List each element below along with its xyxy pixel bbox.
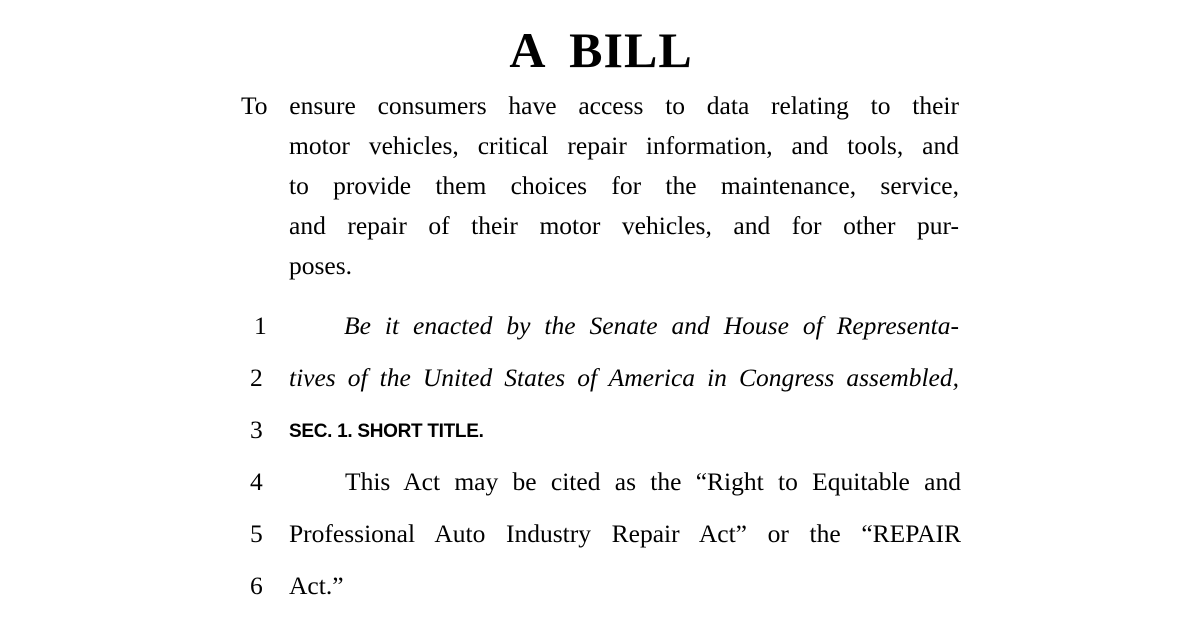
purpose-line: to provide them choices for the maintenance, service, [289, 171, 959, 200]
line-text: Act.” [289, 571, 344, 600]
section-heading: SEC. 1. SHORT TITLE. [289, 421, 484, 442]
line-text: Professional Auto Industry Repair Act” or the “REPAIR [289, 519, 961, 548]
line-text: Be it enacted by the Senate and House of Representa- [344, 311, 959, 340]
line-number: 5 [250, 519, 263, 548]
purpose-line: and repair of their motor vehicles, and for other pur- [289, 211, 959, 240]
line-number: 6 [250, 571, 263, 600]
line-text: tives of the United States of America in Congress assembled, [289, 363, 959, 392]
bill-title: A BILL [509, 22, 693, 78]
line-text: This Act may be cited as the “Right to Equitable and [345, 467, 961, 496]
line-number: 1 [254, 311, 267, 340]
purpose-line: poses. [289, 251, 353, 280]
line-number: 3 [250, 415, 263, 444]
purpose-line: To ensure consumers have access to data relating to their [241, 91, 959, 120]
line-number: 4 [250, 467, 263, 496]
line-number: 2 [250, 363, 263, 392]
purpose-line: motor vehicles, critical repair information, and tools, and [289, 131, 959, 160]
